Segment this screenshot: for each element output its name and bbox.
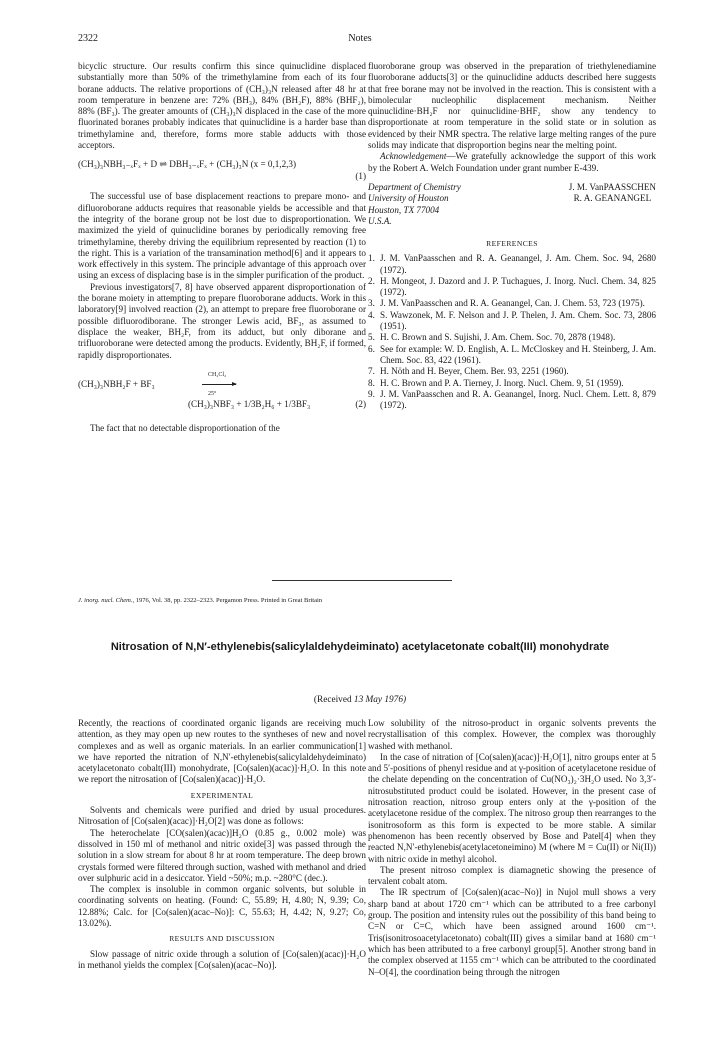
equation-text: (CH₃)₃NBH₃₋ₓFₓ + D ⇌ DBH₃₋ₓFₓ + (CH₃)₃N (x = 0,1,2,3): [78, 159, 297, 170]
references-heading: REFERENCES: [486, 238, 538, 248]
journal-details: , 1976, Vol. 38, pp. 2322–2323. Pergamon Press. Printed in Great Britain: [132, 597, 323, 604]
bottom-right-column: [368, 718, 656, 978]
paragraph: fluoroborane group was observed in the preparation of triethylenediamine fluoroborane adducts[3] or the quinuclidine adducts described here suggests that free borane may not be involved in the reaction. This is consistent with a bimolecular nucleophilic displacement mechanism. Neither quinuclidine·BH₂F nor quinuclidine·BHF₂ show any tendency to disproportionate at room temperature in the solid state or in solution as evidenced by their NMR spectra. The relative large melting ranges of the pure solids may indicate that disproportion begins near the melting point.: [368, 61, 656, 151]
reaction-2: [78, 369, 366, 415]
paragraph: The successful use of base displacement reactions to prepare mono- and difluoroborane adducts requires that reasonable yields be accessible and that the integrity of the borane group not be lost due to disproportionation. We maximized the yield of quinuclidine boranes by periodically removing free trimethylamine, thereby driving the equilibrium represented by reaction (1) to the right. This is a variation of the transamination method[6] and it appears to work effectively in this system. The principle advantage of this approach over using an excess of displacing base is in the simpler purification of the product.: [78, 191, 366, 281]
paragraph: The complex is insoluble in common organic solvents, but soluble in coordinating solvents on heating. (Found: C, 55.89; H, 4.80; N, 9.39; Co, 12.88%; Calc. for [Co(salen)(acac–No)]: C, 55.63; H, 4.42; N, 9.27; Co, 13.02%).: [78, 884, 366, 929]
section-divider: [272, 580, 452, 581]
received-date: (Received 13 May 1976): [313, 695, 407, 705]
reference-item: 7. H. Nöth and H. Beyer, Chem. Ber. 93, 2251 (1960).: [368, 366, 569, 377]
equation-number: (1): [355, 171, 366, 182]
section-heading: RESULTS AND DISCUSSION: [169, 934, 275, 944]
paragraph: Slow passage of nitric oxide through a solution of [Co(salen)(acac)]·H₂O in methanol yields the complex [Co(salen)(acac–No)].: [78, 948, 366, 970]
affiliation-line: University of Houston: [368, 193, 449, 204]
reference-item: 5. H. C. Brown and S. Sujishi, J. Am. Chem. Soc. 70, 2878 (1948).: [368, 332, 616, 343]
reference-item: 1. J. M. VanPaasschen and R. A. Geanangel, J. Am. Chem. Soc. 94, 2680 (1972).: [368, 253, 656, 275]
author-name: R. A. GEANANGEL: [573, 193, 652, 204]
paragraph: Low solubility of the nitroso-product in organic solvents prevents the recrystallisation of this complex. However, the complex was thoroughly washed with methanol.: [368, 718, 656, 751]
reference-item: 8. H. C. Brown and P. A. Tierney, J. Inorg. Nucl. Chem. 9, 51 (1959).: [368, 377, 624, 388]
acknowledgement-label: Acknowledgement: [380, 151, 447, 162]
equation-1: [78, 159, 366, 185]
author-block: [368, 182, 656, 234]
section-heading: EXPERIMENTAL: [190, 790, 254, 800]
affiliation-line: U.S.A.: [368, 215, 392, 226]
top-right-column: [368, 61, 656, 411]
reference-item: 2. H. Mongeot, J. Dazord and J. P. Tuchagues, J. Inorg. Nucl. Chem. 34, 825 (1972).: [368, 275, 656, 298]
top-left-column: [78, 61, 366, 434]
paragraph: Solvents and chemicals were purified and dried by usual procedures. Nitrosation of [Co(salen)(acac)]·H₂O[2] was done as follows:: [78, 805, 366, 827]
equation-number: (2): [355, 398, 366, 409]
reference-item: 6. See for example: W. D. English, A. L. McCloskey and H. Steinberg, J. Am. Chem. Soc. 83, 422 (1961).: [368, 343, 656, 365]
paragraph: The heterochelate [CO(salen)(acac)]H₂O (0.85 g., 0.002 mole) was dissolved in 150 ml of methanol and nitric oxide[3] was passed through the solution in a slow stream for about 8 hr at room temperature. The deep brown crystals formed were filtered through suction, washed with methanol and dried over sulphuric acid in a desiccator. Yield ~50%; m.p. ~280°C (dec.).: [78, 827, 366, 883]
authors: [569, 182, 656, 205]
reference-item: 3. J. M. VanPaasschen and R. A. Geanangel, Can. J. Chem. 53, 723 (1975).: [368, 298, 645, 309]
affiliation-line: Department of Chemistry: [368, 181, 461, 192]
reference-item: 9. J. M. VanPaasschen and R. A. Geanangel, Inorg. Nucl. Chem. Lett. 8, 879 (1972).: [368, 388, 656, 411]
journal-citation-line: [78, 597, 322, 604]
reference-item: 4. S. Wawzonek, M. F. Nelson and J. P. Thelen, J. Am. Chem. Soc. 73, 2806 (1951).: [368, 309, 656, 332]
reference-list: [368, 253, 656, 411]
reaction-products: (CH₃)₃NBF₃ + 1/3B₂H₆ + 1/3BF₃: [188, 398, 311, 409]
paragraph: bicyclic structure. Our results confirm this since quinuclidine displaced substantially more than 50% of the trimethylamine from each of its four borane adducts. The relative proportions of (CH₃)₃N released after 48 hr at room temperature in benzene are: 72% (BH₃), 84% (BH₂F), 88% (BHF₂), 88% (BF₃). The greater amounts of (CH₃)₃N displaced in the case of the more fluorinated boranes probably indicates that quinuclidine is a harder base than trimethylamine and, therefore, forms more stable adducts with those acceptors.: [78, 61, 366, 151]
acknowledgement-text: —We gratefully acknowledge the support of this work by the Robert A. Welch Foundation under grant number E-439.: [368, 151, 656, 173]
acknowledgement: [368, 151, 656, 174]
reaction-temperature: 25°: [208, 390, 217, 397]
reaction-reactants: (CH₃)₃NBH₂F + BF₃: [78, 378, 155, 389]
paragraph: The fact that no detectable disproportionation of the: [90, 422, 280, 433]
article-title: Nitrosation of N,N′-ethylenebis(salicylaldehydeiminato) acetylacetonate cobalt(III) monohydrate: [110, 641, 610, 653]
paragraph: Previous investigators[7, 8] have observed apparent disproportionation of the borane moiety in attempting to prepare fluoroborane adducts. Work in this laboratory[9] involved reaction (2), an attempt to prepare free fluoroborane or possible difluorodiborane. The stronger Lewis acid, BF₃, as assumed to displace the weaker, BH₂F, from its adduct, but only diborane and trifluoroborane were detected among the products. Evidently, BH₂F, if formed, rapidly disproportionates.: [78, 281, 366, 360]
paragraph: Recently, the reactions of coordinated organic ligands are receiving much attention, as they may open up new routes to the syntheses of new and novel complexes and as well as organic materials. In an earlier communication[1] we have reported the nitration of N,N′-ethylenebis(salicylaldehydeiminato) acetylacetonato cobalt(III) monohydrate, [Co(salen)(acac)]·H₂O. In this note we report the nitrosation of [Co(salen)(acac)]·H₂O.: [78, 718, 366, 785]
author-name: J. M. VanPAASSCHEN: [568, 181, 656, 192]
journal-name: J. inorg. nucl. Chem.: [78, 597, 133, 604]
affiliation-line: Houston, TX 77004: [368, 204, 440, 215]
paragraph: The IR spectrum of [Co(salen)(acac–No)] in Nujol mull shows a very sharp band at about 1720 cm⁻¹ which can be attributed to a free carbonyl group. The position and intensity rules out the possibility of this band being to C=N or C=C, which have been assigned around 1600 cm⁻¹. Tris(isonitrosoacetylacetonato) cobalt(III) gives a similar band at 1680 cm⁻¹ which has been attributed to a free carbonyl group[5]. Another strong band in the complex observed at 1155 cm⁻¹ which can be attributed to the coordinated N–O[4], the coordination being through the nitrogen: [368, 887, 656, 977]
reaction-arrow: [202, 384, 236, 385]
section-title: Notes: [348, 33, 372, 44]
reaction-solvent: CH₂Cl₂: [208, 371, 227, 378]
running-header: [0, 33, 720, 47]
page-number: 2322: [78, 33, 98, 44]
bottom-left-column: [78, 718, 366, 971]
paragraph: In the case of nitration of [Co(salen)(acac)]·H₂O[1], nitro groups enter at 5 and 5′-positions of phenyl residue and at γ-position of acetylacetone residue of the chelate depending on the concentration of Cu(NO₃)₂·3H₂O used. No 3,3′-nitrosubstituted product could be isolated. However, in the present case of nitrosation reaction, nitroso group enters only at the γ-position of the acetylacetone residue of the complex. The nitroso group then rearranges to the isonitrosoform as this form is expected to be more stable. A similar phenomenon has been recently observed by Bose and Patel[4] when they reacted N,N′-ethylenebis(acetylacetoneimino) M (where M = Cu(II) or Ni(II)) with nitric oxide in methyl alcohol.: [368, 751, 656, 864]
paragraph: The present nitroso complex is diamagnetic showing the presence of tervalent cobalt atom.: [368, 864, 656, 887]
affiliation: [368, 182, 461, 227]
